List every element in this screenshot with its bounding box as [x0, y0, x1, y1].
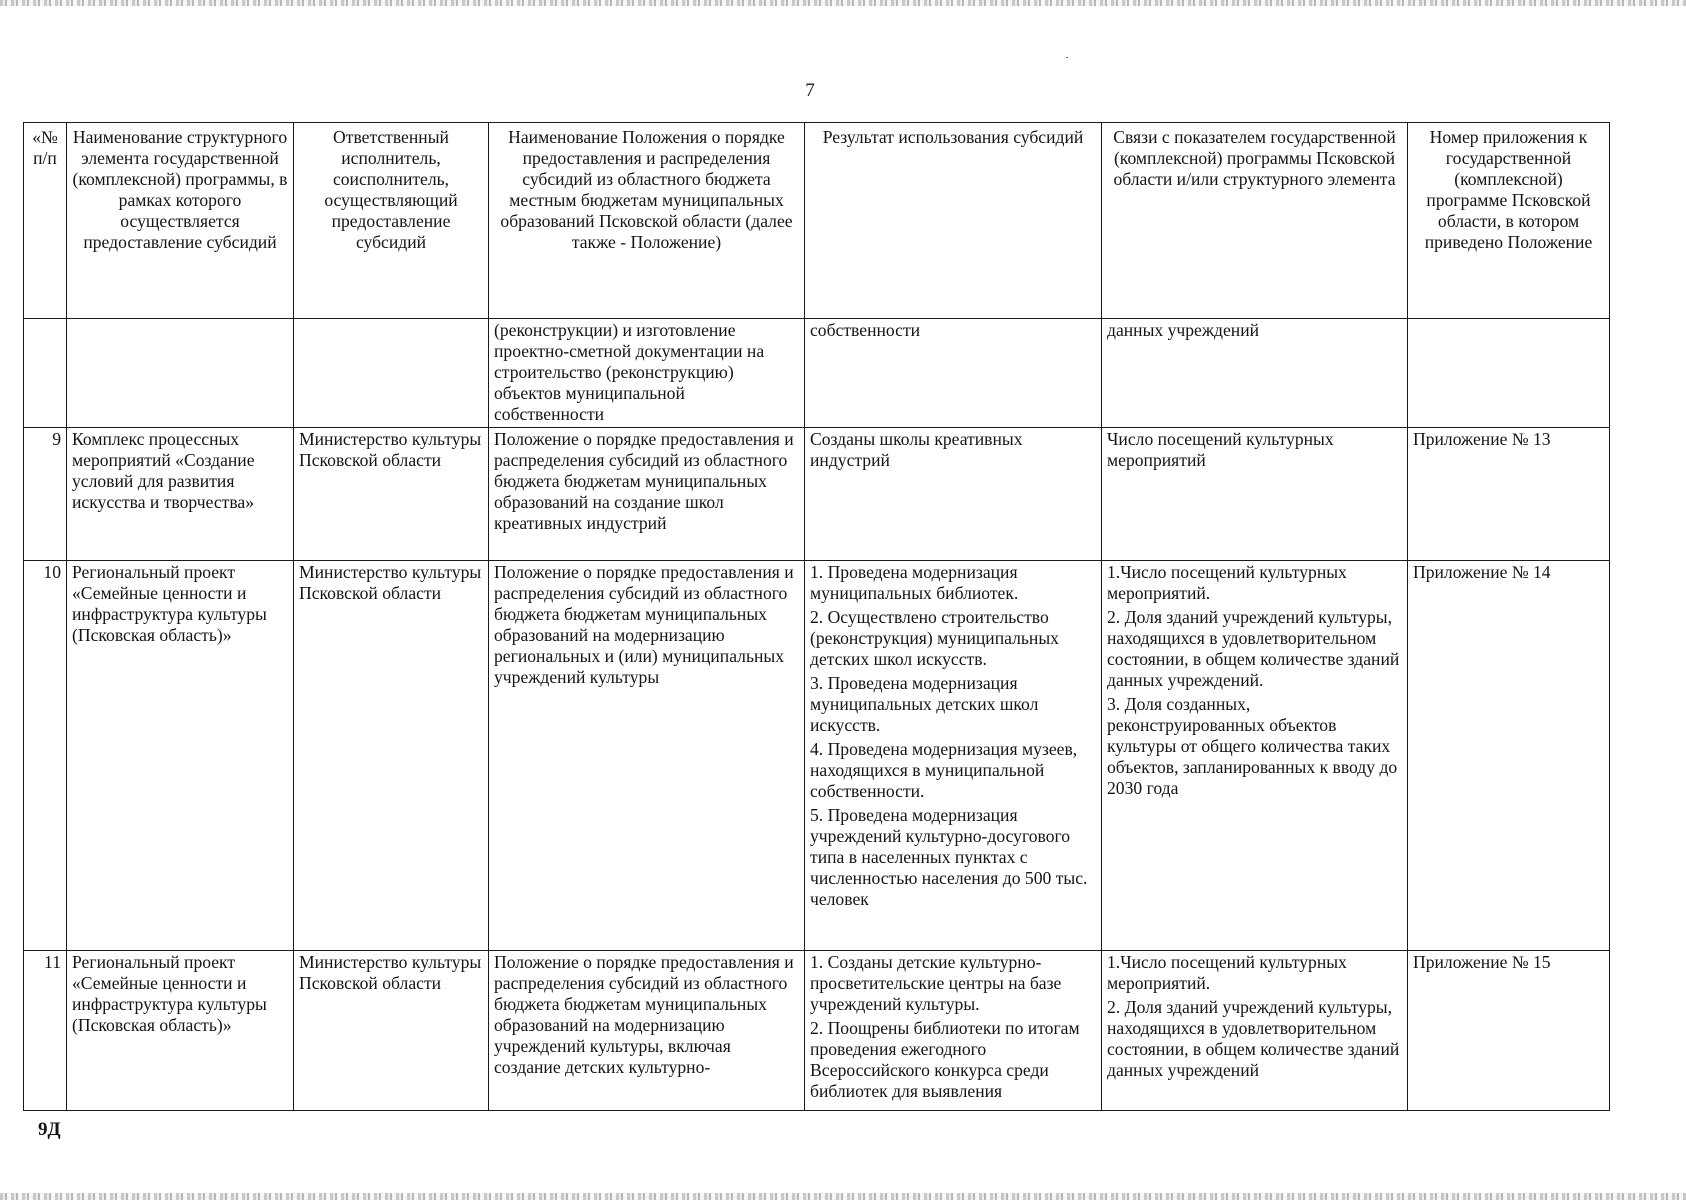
- header-regulation: Наименование Положения о порядке предоставления и распределения субсидий из областного бюджета местным бюджетам муниципальных образований Псковской области (далее также - Положение): [489, 123, 805, 319]
- appendix-cell: Приложение № 13: [1408, 428, 1610, 561]
- header-number: «№ п/п: [24, 123, 67, 319]
- appendix-cell: Приложение № 15: [1408, 951, 1610, 1111]
- scan-speck: [1066, 57, 1068, 58]
- results-cell: [805, 319, 1102, 428]
- header-appendix-number: Номер приложения к государственной (комплексной) программе Псковской области, в котором приведено Положение: [1408, 123, 1610, 319]
- row-number: 11: [24, 951, 67, 1111]
- regulation-cell: Положение о порядке предоставления и распределения субсидий из областного бюджета бюджетам муниципальных образований на создание школ креативных индустрий: [489, 428, 805, 561]
- appendix-cell: Приложение № 14: [1408, 561, 1610, 951]
- result-item: 3. Проведена модернизация муниципальных детских школ искусств.: [810, 673, 1039, 735]
- indicator-item: Число посещений культурных мероприятий: [1107, 429, 1334, 470]
- result-item: собственности: [810, 320, 921, 340]
- row-number: 9: [24, 428, 67, 561]
- table-row-10: [24, 561, 1610, 951]
- result-item: 1. Созданы детские культурно-просветительские центры на базе учреждений культуры.: [810, 952, 1062, 1014]
- indicators-cell: [1102, 561, 1408, 951]
- result-item: 2. Поощрены библиотеки по итогам проведения ежегодного Всероссийского конкурса среди библиотек для выявления: [810, 1018, 1080, 1101]
- footer-code: 9Д: [38, 1119, 61, 1140]
- results-cell: [805, 951, 1102, 1111]
- regulation-cell: (реконструкции) и изготовление проектно-сметной документации на строительство (реконструкцию) объектов муниципальной собственности: [489, 319, 805, 428]
- result-item: 4. Проведена модернизация музеев, находящихся в муниципальной собственности.: [810, 739, 1078, 801]
- header-executor: Ответственный исполнитель, соисполнитель, осуществляющий предоставление субсидий: [294, 123, 489, 319]
- table-row-continuation: [24, 319, 1610, 428]
- header-indicator-link: Связи с показателем государственной (комплексной) программы Псковской области и/или структурного элемента: [1102, 123, 1408, 319]
- indicators-cell: [1102, 951, 1408, 1111]
- indicator-item: 1.Число посещений культурных мероприятий.: [1107, 562, 1347, 603]
- results-cell: [805, 428, 1102, 561]
- indicator-item: 2. Доля зданий учреждений культуры, находящихся в удовлетворительном состоянии, в общем количестве зданий данных учреждений: [1107, 997, 1400, 1080]
- executor-cell: Министерство культуры Псковской области: [294, 951, 489, 1111]
- subsidies-table: [23, 122, 1610, 1111]
- result-item: 5. Проведена модернизация учреждений культурно-досугового типа в населенных пунктах с численностью населения до 500 тыс. человек: [810, 805, 1088, 909]
- scan-edge-top: [0, 0, 1686, 6]
- structural-element-cell: Региональный проект «Семейные ценности и инфраструктура культуры (Псковская область)»: [67, 561, 294, 951]
- structural-element-cell: [67, 319, 294, 428]
- indicator-item: 2. Доля зданий учреждений культуры, находящихся в удовлетворительном состоянии, в общем количестве зданий данных учреждений.: [1107, 607, 1400, 690]
- table-row-11: [24, 951, 1610, 1111]
- indicator-item: 1.Число посещений культурных мероприятий.: [1107, 952, 1347, 993]
- row-number: 10: [24, 561, 67, 951]
- results-cell: [805, 561, 1102, 951]
- table-row-9: [24, 428, 1610, 561]
- executor-cell: [294, 319, 489, 428]
- regulation-cell: Положение о порядке предоставления и распределения субсидий из областного бюджета бюджетам муниципальных образований на модернизацию учреждений культуры, включая создание детских культурно-: [489, 951, 805, 1111]
- indicators-cell: [1102, 428, 1408, 561]
- indicators-cell: [1102, 319, 1408, 428]
- header-structural-element: Наименование структурного элемента государственной (комплексной) программы, в рамках которого осуществляется предоставление субсидий: [67, 123, 294, 319]
- indicator-item: данных учреждений: [1107, 320, 1260, 340]
- header-result: Результат использования субсидий: [805, 123, 1102, 319]
- structural-element-cell: Комплекс процессных мероприятий «Создание условий для развития искусства и творчества»: [67, 428, 294, 561]
- scan-edge-bottom: [0, 1193, 1686, 1200]
- executor-cell: Министерство культуры Псковской области: [294, 428, 489, 561]
- executor-cell: Министерство культуры Псковской области: [294, 561, 489, 951]
- result-item: Созданы школы креативных индустрий: [810, 429, 1023, 470]
- header-row: [24, 123, 1610, 319]
- indicator-item: 3. Доля созданных, реконструированных объектов культуры от общего количества таких объектов, запланированных к вводу до 2030 года: [1107, 694, 1398, 798]
- appendix-cell: [1408, 319, 1610, 428]
- page-number: 7: [805, 80, 815, 101]
- structural-element-cell: Региональный проект «Семейные ценности и инфраструктура культуры (Псковская область)»: [67, 951, 294, 1111]
- result-item: 2. Осуществлено строительство (реконструкция) муниципальных детских школ искусств.: [810, 607, 1059, 669]
- result-item: 1. Проведена модернизация муниципальных библиотек.: [810, 562, 1019, 603]
- regulation-cell: Положение о порядке предоставления и распределения субсидий из областного бюджета бюджетам муниципальных образований на модернизацию региональных и (или) муниципальных учреждений культуры: [489, 561, 805, 951]
- row-number: [24, 319, 67, 428]
